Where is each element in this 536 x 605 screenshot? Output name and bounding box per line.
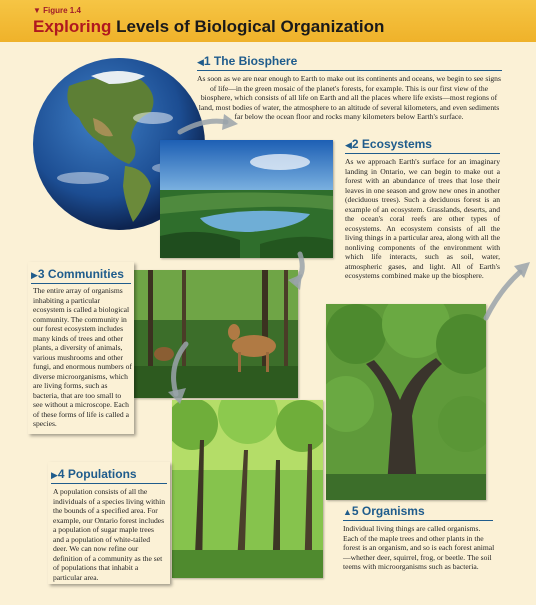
- section-arrow-icon: ▶: [51, 470, 58, 480]
- title-accent: Exploring: [33, 17, 112, 36]
- populations-text: A population consists of all the individuals of a species living within the bounds of a specified area. For example, our Ontario forest includes a population of sugar maple trees and a population of white-tailed deer. We can now refine our definition of a community as the set of populations that inhabit a particular area.: [53, 487, 165, 582]
- arrow-forest-to-tree: [486, 272, 520, 318]
- title-rest: Levels of Biological Organization: [111, 17, 385, 36]
- section-arrow-icon: ▲: [343, 507, 352, 517]
- ecosystems-text: As we approach Earth's surface for an imaginary landing in Ontario, we can begin to make out a forest with an abundance of trees that lose their leaves in one season and grow new ones in another (deciduous trees). Such a deciduous forest is an example of an ecosystem. Grasslands, deserts, and the ocean's coral reefs are other types of ecosystems. An ecosystem consists of all the living things in a particular area, along with all the nonliving components of the environment with which life interacts, such as soil, water, atmospheric gases, and light. All of Earth's ecosystems combined make up the biosphere.: [345, 157, 500, 280]
- organisms-title: 5 Organisms: [351, 504, 425, 518]
- ecosystems-title: 2 Ecosystems: [351, 137, 432, 151]
- arrowhead-icon: [288, 274, 302, 290]
- communities-text: The entire array of organisms inhabiting a particular ecosystem is called a biological community. The community in our forest ecosystem includes many kinds of trees and other plants, a diversity of animals, various mushrooms and other fungi, and enormous numbers of diverse microorganisms, which are living forms, such as bacteria, that are too small to see without a microscope. Each of these forms of life is called a species.: [33, 286, 132, 428]
- arrow-deer-to-forest: [174, 344, 186, 394]
- arrowhead-icon: [168, 388, 186, 404]
- organisms-text: Individual living things are called organisms. Each of the maple trees and other plants in the forest is an organism, and so is each forest animal—whether deer, squirrel, frog, or beetle. The soil teems with microorganisms such as bacteria.: [343, 524, 495, 571]
- figure-label: ▼ Figure 1.4: [33, 6, 81, 15]
- communities-title: 3 Communities: [37, 267, 124, 281]
- section-arrow-icon: ◀: [197, 57, 204, 67]
- arrow-globe-to-lake: [180, 121, 226, 132]
- populations-title: 4 Populations: [57, 467, 137, 481]
- biosphere-title: 1 The Biosphere: [203, 54, 298, 68]
- arrowhead-icon: [222, 114, 238, 130]
- biosphere-text: As soon as we are near enough to Earth to make out its continents and oceans, we begin to see signs of life—in the green mosaic of the planet's forests, for example. This is our first view of the biosphere, which consists of all life on Earth and all the places where life exists—most regions of land, most bodies of water, the atmosphere to an altitude of several kilometers, and even sediments far below the ocean floor and rocks many kilometers below Earth's surface.: [197, 74, 501, 121]
- section-arrow-icon: ◀: [345, 140, 352, 150]
- section-arrow-icon: ▶: [31, 270, 38, 280]
